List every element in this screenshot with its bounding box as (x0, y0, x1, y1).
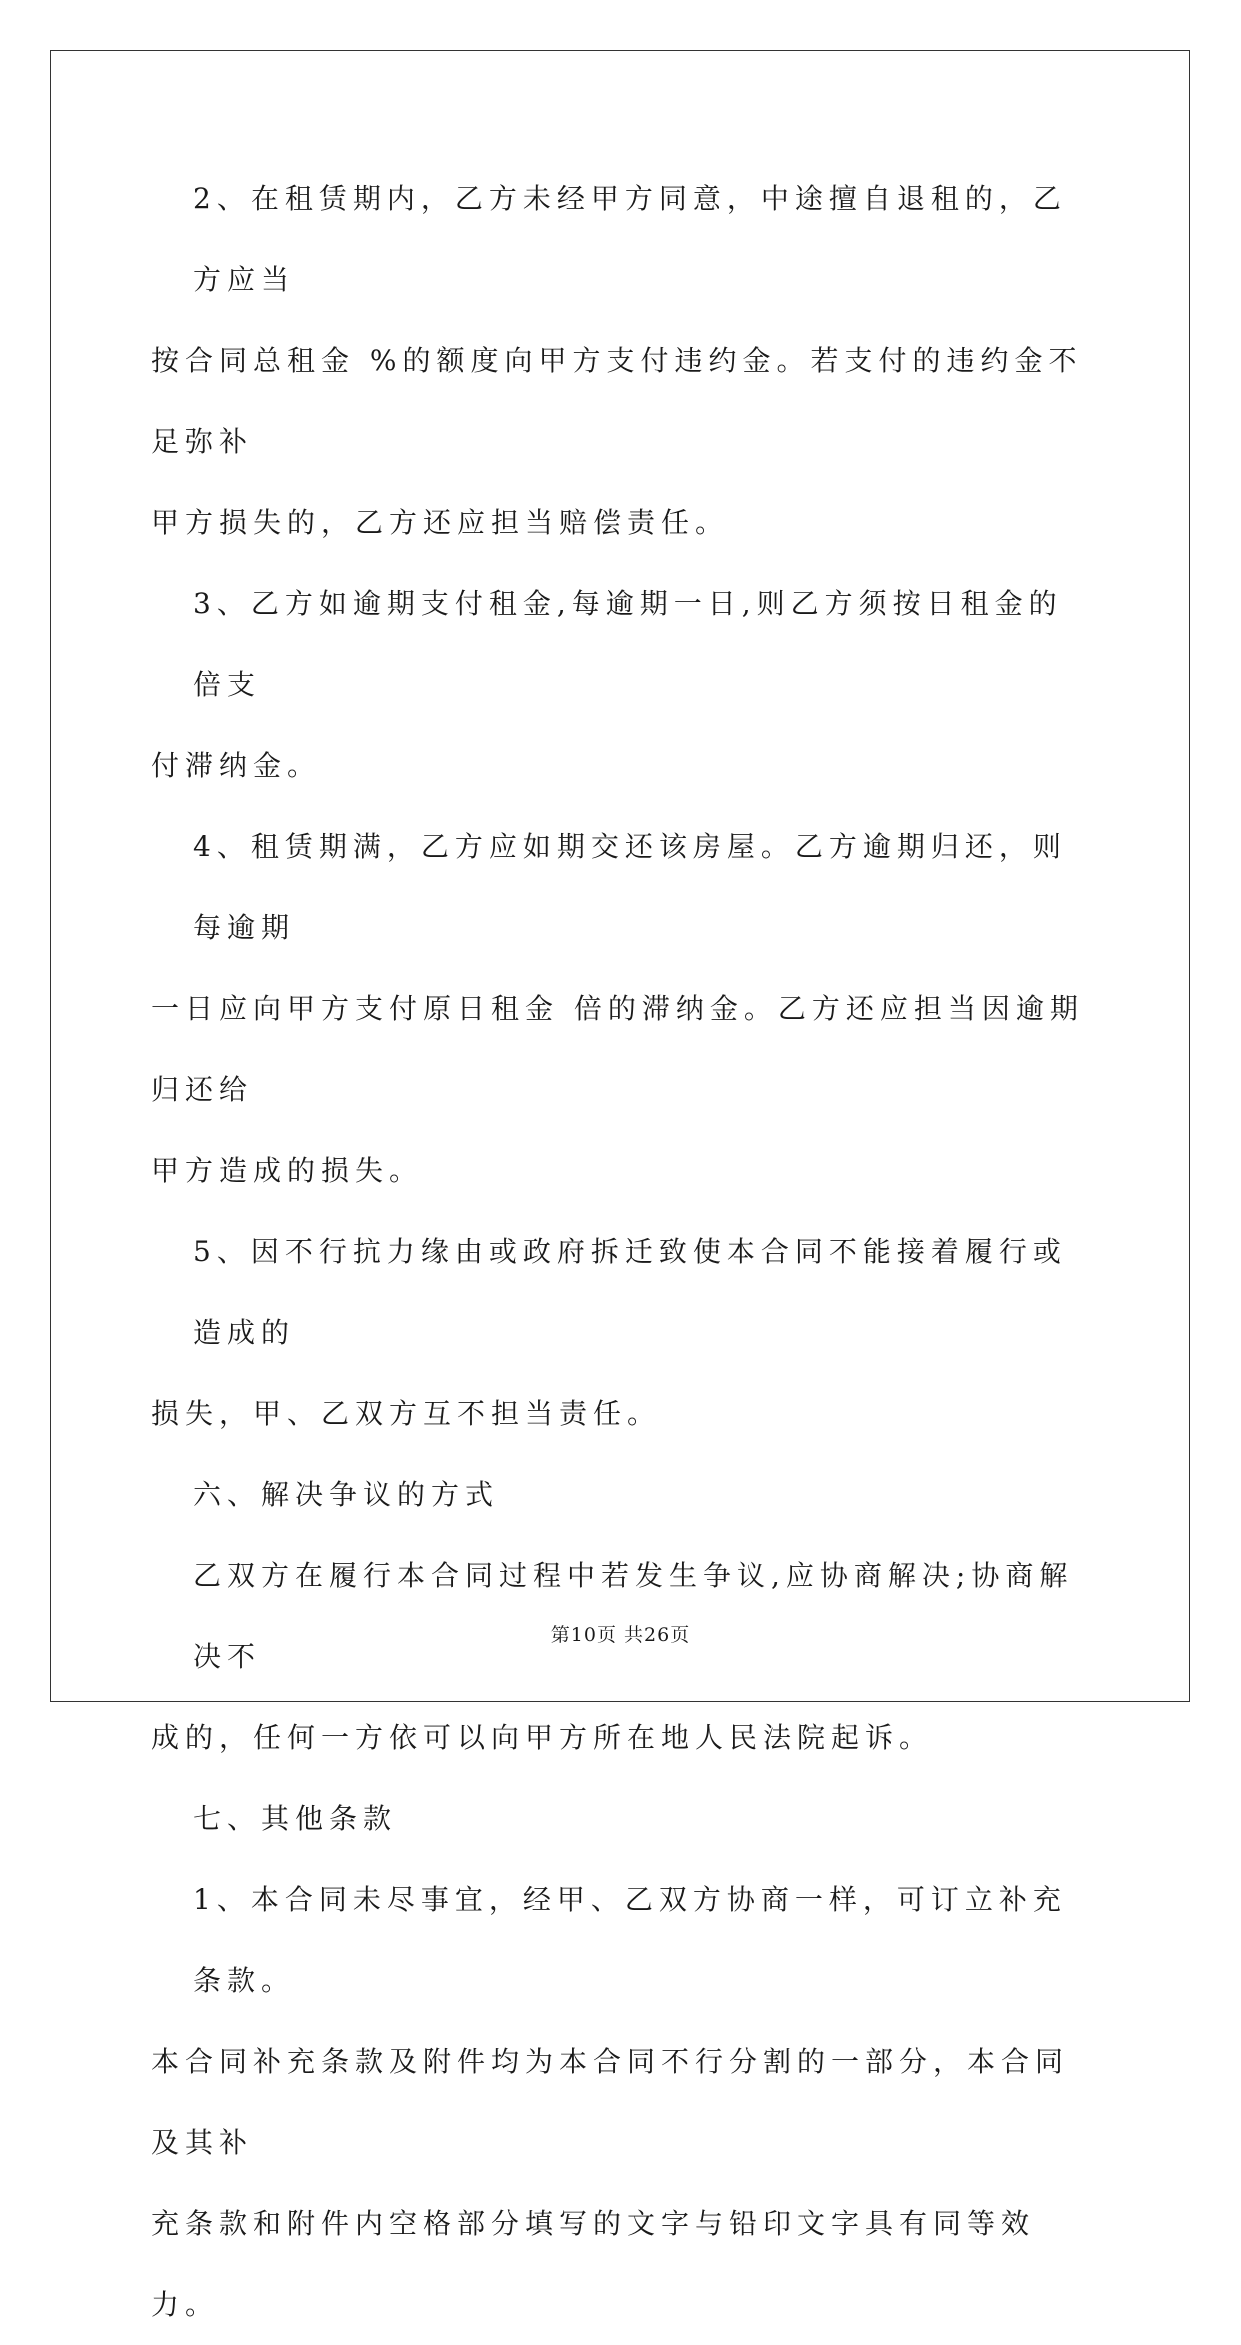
text-line: 损失，甲、乙双方互不担当责任。 (151, 1397, 662, 1430)
text-line: 3、乙方如逾期支付租金,每逾期一日,则乙方须按日租金的 倍支 (193, 587, 1078, 701)
paragraph-4-overdue-return (151, 806, 1095, 1211)
text-line: 本合同补充条款及附件均为本合同不行分割的一部分，本合同及其补 (151, 2045, 1070, 2159)
text-line: 1、本合同未尽事宜，经甲、乙双方协商一样，可订立补充条款。 (193, 1883, 1067, 1997)
text-line: 5、因不行抗力缘由或政府拆迁致使本合同不能接着履行或造成的 (193, 1235, 1067, 1349)
section-title: 六、解决争议的方式 (193, 1478, 500, 1511)
text-line: 2、在租赁期内，乙方未经甲方同意，中途擅自退租的，乙方应当 (193, 182, 1067, 296)
text-line: 付滞纳金。 (151, 749, 322, 782)
section-heading-dispute (151, 1454, 1095, 1535)
text-line: 4、租赁期满，乙方应如期交还该房屋。乙方逾期归还，则每逾期 (193, 830, 1067, 944)
document-body (151, 158, 1095, 2345)
text-line: 成的，任何一方依可以向甲方所在地人民法院起诉。 (151, 1721, 934, 1754)
section-heading-other-terms (151, 1778, 1095, 1859)
paragraph-3-late-payment (151, 563, 1095, 806)
paragraph-2-early-termination (151, 158, 1095, 563)
text-line: 一日应向甲方支付原日租金 倍的滞纳金。乙方还应担当因逾期归还给 (151, 992, 1084, 1106)
text-line: 甲方损失的，乙方还应担当赔偿责任。 (151, 506, 730, 539)
paragraph-dispute-resolution (151, 1535, 1095, 1778)
text-line: 充条款和附件内空格部分填写的文字与铅印文字具有同等效力。 (151, 2207, 1036, 2321)
paragraph-5-force-majeure (151, 1211, 1095, 1454)
text-line: 按合同总租金 %的额度向甲方支付违约金。若支付的违约金不足弥补 (151, 344, 1083, 458)
paragraph-1-supplementary-terms (151, 1859, 1095, 2345)
text-line: 乙双方在履行本合同过程中若发生争议,应协商解决;协商解决不 (193, 1559, 1074, 1673)
section-title: 七、其他条款 (193, 1802, 398, 1835)
text-line: 甲方造成的损失。 (151, 1154, 424, 1187)
page-number: 第10页 共26页 (550, 1624, 691, 1646)
